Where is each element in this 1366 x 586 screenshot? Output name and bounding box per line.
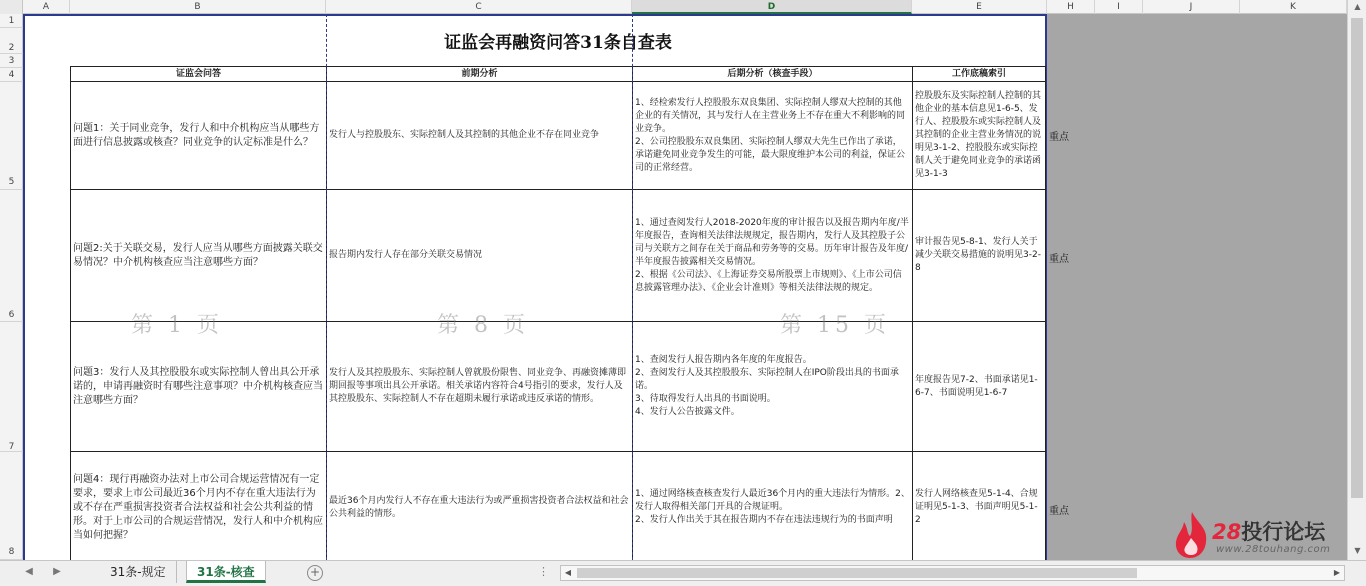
column-header-k[interactable]: K	[1240, 0, 1347, 14]
index-cell[interactable]: 年度报告见7-2、书面承诺见1-6-7、书面说明见1-6-7	[913, 322, 1046, 452]
horizontal-scrollbar[interactable]	[560, 565, 1345, 581]
header-early-analysis[interactable]: 前期分析	[327, 67, 633, 82]
page-watermark-8: 第 8 页	[437, 313, 529, 338]
row-header-7[interactable]: 7	[0, 322, 23, 452]
column-header-d[interactable]: D	[632, 0, 912, 14]
table-row	[71, 322, 1046, 452]
header-question[interactable]: 证监会问答	[71, 67, 327, 82]
column-header-a[interactable]: A	[23, 0, 70, 14]
column-header-i[interactable]: I	[1095, 0, 1143, 14]
row-header-5[interactable]: 5	[0, 82, 23, 190]
forum-logo	[1172, 508, 1344, 560]
flame-icon	[1172, 510, 1212, 560]
early-analysis-cell[interactable]: 最近36个月内发行人不存在重大违法行为或严重损害投资者合法权益和社会公共利益的情形。	[327, 452, 633, 561]
question-cell[interactable]: 问题3：发行人及其控股股东或实际控制人曾出具公开承诺的，申请再融资时有哪些注意事项？中介机构核查应当注意哪些方面？	[71, 322, 327, 452]
page-break-line	[632, 14, 633, 560]
page-break-line	[326, 14, 327, 560]
table-header-row	[71, 67, 1046, 82]
page-watermark-1: 第 1 页	[131, 313, 223, 338]
row-header-2[interactable]: 2	[0, 28, 23, 54]
row-header-3[interactable]: 3	[0, 54, 23, 68]
select-all-corner[interactable]	[0, 0, 23, 14]
sheet-title[interactable]: 证监会再融资问答31条自查表	[444, 33, 672, 53]
priority-flag[interactable]: 重点	[1049, 132, 1069, 143]
logo-name: 投行论坛	[1241, 520, 1326, 544]
scroll-down-icon[interactable]: ▼	[1354, 546, 1361, 555]
index-cell[interactable]: 审计报告见5-8-1、发行人关于减少关联交易措施的说明见3-2-8	[913, 190, 1046, 322]
column-header-bar	[0, 0, 1347, 14]
index-cell[interactable]: 发行人网络核查见5-1-4、合规证明见5-1-3、书面声明见5-1-2	[913, 452, 1046, 561]
priority-flag[interactable]: 重点	[1049, 506, 1069, 517]
scroll-left-icon[interactable]: ◀	[564, 568, 572, 577]
table-row	[71, 82, 1046, 190]
more-sheets-icon[interactable]: ⋮	[538, 565, 549, 578]
question-cell[interactable]: 问题1：关于同业竞争，发行人和中介机构应当从哪些方面进行信息披露或核查？同业竞争的认定标准是什么？	[71, 82, 327, 190]
row-header-1[interactable]: 1	[0, 14, 23, 28]
column-header-c[interactable]: C	[326, 0, 632, 14]
logo-brand	[1212, 516, 1325, 546]
header-workpaper-index[interactable]: 工作底稿索引	[913, 67, 1046, 82]
logo-number: 28	[1212, 520, 1242, 544]
vertical-scroll-thumb[interactable]	[1351, 18, 1363, 498]
sheet-tab-bar	[0, 560, 1366, 586]
cell-grid[interactable]	[23, 14, 1347, 560]
early-analysis-cell[interactable]: 报告期内发行人存在部分关联交易情况	[327, 190, 633, 322]
sheet-tab-rules[interactable]: 31条-规定	[100, 561, 177, 583]
table-row	[71, 452, 1046, 561]
header-late-analysis[interactable]: 后期分析（核查手段）	[633, 67, 913, 82]
priority-flag[interactable]: 重点	[1049, 254, 1069, 265]
column-header-e[interactable]: E	[912, 0, 1047, 14]
column-header-b[interactable]: B	[70, 0, 326, 14]
vertical-scrollbar[interactable]	[1347, 0, 1366, 560]
late-analysis-cell[interactable]: 1、通过网络核查核查发行人最近36个月内的重大违法行为情形。2、发行人取得相关部门开具的合规证明。 2、发行人作出关于其在报告期内不存在违法违规行为的书面声明	[633, 452, 913, 561]
scroll-right-icon[interactable]: ▶	[1333, 568, 1341, 577]
index-cell[interactable]: 控股股东及实际控制人控制的其他企业的基本信息见1-6-5、发行人、控股股东或实际控制人及其控制的企业主营业务情况的说明见3-1-2、控股股东或实际控制人关于避免同业竞争的承诺函见3-1-3	[913, 82, 1046, 190]
row-header-8[interactable]: 8	[0, 452, 23, 560]
early-analysis-cell[interactable]: 发行人及其控股股东、实际控制人曾就股份限售、同业竞争、再融资摊薄即期回报等事项出具公开承诺。相关承诺内容符合4号指引的要求，发行人及其控股股东、实际控制人不存在超期未履行承诺或违反承诺的情形。	[327, 322, 633, 452]
next-sheet-icon[interactable]: ▶	[53, 566, 61, 577]
logo-url: www.28touhang.com	[1216, 544, 1331, 555]
late-analysis-cell[interactable]: 1、通过查阅发行人2018-2020年度的审计报告以及报告期内年度/半年度报告，查询相关法律法规规定，报告期内，发行人及其控股子公司与关联方之间存在关于商品和劳务等的交易。历年审计报告及年度/半年度报告披露相关交易情况。 2、根据《公司法》、《上海证券交易所股票上市规则》、《上市公司信息披露管理办法》、《企业会计准则》等相关法律法规的规定。	[633, 190, 913, 322]
row-header-4[interactable]: 4	[0, 68, 23, 82]
row-header-bar	[0, 14, 23, 560]
column-header-h[interactable]: H	[1047, 0, 1095, 14]
question-cell[interactable]: 问题2:关于关联交易，发行人应当从哪些方面披露关联交易情况？中介机构核查应当注意哪些方面？	[71, 190, 327, 322]
scroll-up-icon[interactable]: ▲	[1354, 2, 1361, 11]
row-header-6[interactable]: 6	[0, 190, 23, 322]
outside-print-area	[1047, 14, 1347, 560]
question-cell[interactable]: 问题4：现行再融资办法对上市公司合规运营情况有一定要求，要求上市公司最近36个月内不存在重大违法行为或不存在严重损害投资者合法权益和社会公共利益的情形。对于上市公司的合规运营情况，发行人和中介机构应当如何把握？	[71, 452, 327, 561]
table-row	[71, 190, 1046, 322]
late-analysis-cell[interactable]: 1、查阅发行人报告期内各年度的年度报告。 2、查阅发行人及其控股股东、实际控制人在IPO阶段出具的书面承诺。 3、待取得发行人出具的书面说明。 4、发行人公告披露文件。	[633, 322, 913, 452]
prev-sheet-icon[interactable]: ◀	[25, 566, 33, 577]
early-analysis-cell[interactable]: 发行人与控股股东、实际控制人及其控制的其他企业不存在同业竞争	[327, 82, 633, 190]
column-header-j[interactable]: J	[1143, 0, 1240, 14]
late-analysis-cell[interactable]: 1、经检索发行人控股股东双良集团、实际控制人缪双大控制的其他企业的有关情况，其与发行人在主营业务上不存在重大不利影响的同业竞争。 2、公司控股股东双良集团、实际控制人缪双大先生已作出了承诺，承诺避免同业竞争发生的可能，最大限度维护本公司的利益，保证公司的正常经营。	[633, 82, 913, 190]
page-watermark-15: 第 15 页	[780, 313, 890, 338]
horizontal-scroll-thumb[interactable]	[577, 568, 1137, 578]
sheet-tab-check[interactable]: 31条-核查	[186, 561, 266, 583]
add-sheet-icon[interactable]: +	[307, 565, 323, 581]
